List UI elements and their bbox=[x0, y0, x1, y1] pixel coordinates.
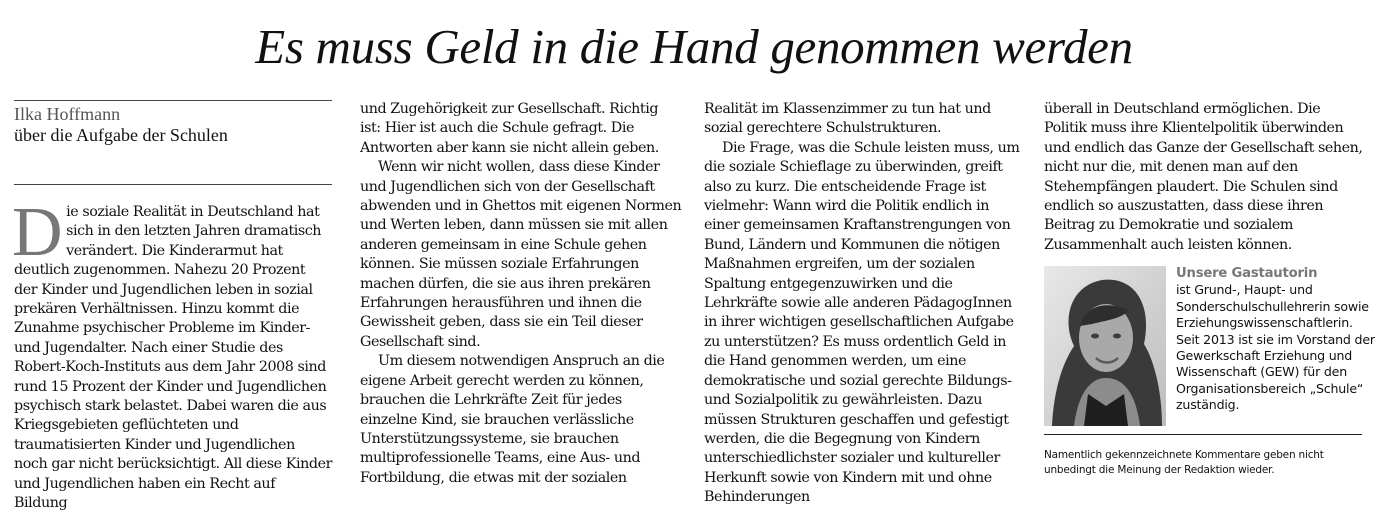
disclaimer-rule bbox=[1044, 434, 1362, 435]
article-column-4 bbox=[1044, 100, 1366, 255]
article-column-1 bbox=[12, 194, 332, 514]
author-portrait bbox=[1044, 266, 1166, 426]
drop-cap: D bbox=[12, 194, 63, 271]
paragraph: ie soziale Realität in Deutschland hat sich in den letzten Jahren dramatisch verändert. Die Kinderarmut hat deutlich zugenommen. Nahezu 20 Prozent der Kinder und Jugendlichen leben in sozial prekären Verhältnissen. Hinzu kommt die Zunahme psychischer Probleme im Kinder- und Jugendalter. Nach einer Studie des Robert-Koch-Instituts aus dem Jahr 2008 sind rund 15 Prozent der Kinder und Jugendlichen psychisch stark belastet. Dabei waren die aus Kriegsgebieten geflüchteten und traumatisierten Kinder und Jugendlichen noch gar nicht berücksichtigt. All diese Kinder und Jugendlichen haben ein Recht auf Bildung bbox=[14, 204, 332, 512]
byline bbox=[14, 104, 334, 146]
paragraph: Realität im Klassenzimmer zu tun hat und sozial gerechtere Schulstrukturen. bbox=[704, 101, 991, 137]
paragraph: überall in Deutschland ermöglichen. Die Politik muss ihre Klientelpolitik überwinden und endlich das Ganze der Gesellschaft sehen, nicht nur die, mit denen man auf den Stehempfängen plaudert. Die Schulen sind endlich so auszustatten, dass diese ihren Beitrag zu Demokratie und sozialem Zusammenhalt auch leisten können. bbox=[1044, 101, 1363, 253]
paragraph: Wenn wir nicht wollen, dass diese Kinder und Jugendlichen sich von der Gesellschaft abwenden und in Ghettos mit eigenen Normen und Werten leben, dann müssen sie mit allen anderen gemeinsam in eine Schule gehen können. Sie müssen soziale Erfahrungen machen dürfen, die sie aus ihren prekären Erfahrungen herausführen und ihnen die Gewissheit geben, dass sie ein Teil dieser Gesellschaft sind. bbox=[360, 159, 682, 350]
byline-bottom-rule bbox=[14, 184, 332, 185]
article-column-2 bbox=[360, 100, 682, 488]
paragraph: Die Frage, was die Schule leisten muss, um die soziale Schieflage zu überwinden, greift also zu kurz. Die entscheidende Frage ist vielmehr: Wann wird die Politik endlich in einer gemeinsamen Kraftanstrengungen von Bund, Ländern und Kommunen die nötigen Maßnahmen ergreifen, um der sozialen Spaltung entgegenzuwirken und die Lehrkräfte sowie alle anderen PädagogInnen in ihrer wichtigen gesellschaftlichen Aufgabe zu unterstützen? Es muss ordentlich Geld in die Hand genommen werden, um eine demokratische und sozial gerechte Bildungs-und Sozialpolitik zu gewährleisten. Dazu müssen Strukturen geschaffen und gefestigt werden, die die Begegnung von Kindern unterschiedlichster sozialer und kultureller Herkunft sowie von Kindern mit und ohne Behinderungen bbox=[704, 139, 1020, 506]
byline-top-rule bbox=[14, 100, 332, 101]
article-column-3 bbox=[704, 100, 1026, 508]
paragraph: und Zugehörigkeit zur Gesellschaft. Richtig ist: Hier ist auch die Schule gefragt. Die Antworten aber kann sie nicht allein geben. bbox=[360, 101, 659, 156]
headline: Es muss Geld in die Hand genommen werden bbox=[255, 19, 1133, 74]
guest-author-title: Unsere Gastautorin bbox=[1176, 266, 1318, 281]
paragraph: Um diesem notwendigen Anspruch an die eigene Arbeit gerecht werden zu können, brauchen die Lehrkräfte Zeit für jedes einzelne Kind, sie brauchen verlässliche Unterstützungssysteme, sie brauchen multiprofessionelle Teams, eine Aus- und Fortbildung, die etwas mit der sozialen bbox=[360, 353, 665, 486]
guest-author-text bbox=[1176, 266, 1376, 414]
guest-author-bio: ist Grund-, Haupt- und Sonderschulschullehrerin sowie Erziehungswissenschaftlerin. Seit 2013 ist sie im Vorstand der Gewerkschaft Erziehung und Wissenschaft (GEW) für den Organisationsbereich „Schule“ zuständig. bbox=[1176, 282, 1375, 413]
author-name: Ilka Hoffmann bbox=[14, 104, 121, 124]
disclaimer: Namentlich gekennzeichnete Kommentare geben nicht unbedingt die Meinung der Redaktion wieder. bbox=[1044, 449, 1324, 476]
portrait-image bbox=[1044, 266, 1166, 426]
author-topic: über die Aufgabe der Schulen bbox=[14, 125, 228, 145]
